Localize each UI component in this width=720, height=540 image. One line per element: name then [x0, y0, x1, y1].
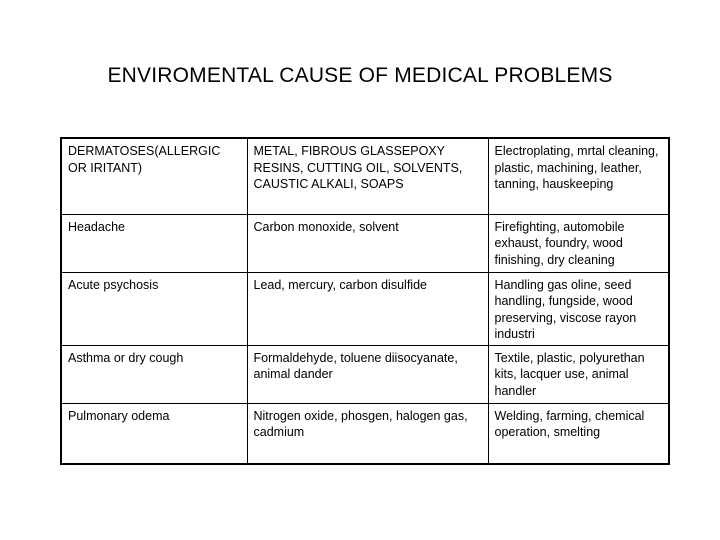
cause-cell: Formaldehyde, toluene diisocyanate, animal dander — [247, 345, 488, 403]
cause-cell: Carbon monoxide, solvent — [247, 214, 488, 272]
problem-cell: Headache — [61, 214, 247, 272]
setting-cell: Firefighting, automobile exhaust, foundry, wood finishing, dry cleaning — [488, 214, 669, 272]
cause-cell: METAL, FIBROUS GLASSEPOXY RESINS, CUTTING OIL, SOLVENTS, CAUSTIC ALKALI, SOAPS — [247, 138, 488, 214]
problem-cell: Pulmonary odema — [61, 403, 247, 464]
table-row — [61, 214, 669, 272]
table-row — [61, 345, 669, 403]
cause-cell: Nitrogen oxide, phosgen, halogen gas, cadmium — [247, 403, 488, 464]
problem-cell: Acute psychosis — [61, 272, 247, 345]
setting-cell: Handling gas oline, seed handling, fungside, wood preserving, viscose rayon industri — [488, 272, 669, 345]
cause-cell: Lead, mercury, carbon disulfide — [247, 272, 488, 345]
page-title: ENVIROMENTAL CAUSE OF MEDICAL PROBLEMS — [107, 64, 613, 87]
problem-cell: Asthma or dry cough — [61, 345, 247, 403]
problem-cell: DERMATOSES(ALLERGIC OR IRITANT) — [61, 138, 247, 214]
setting-cell: Welding, farming, chemical operation, smelting — [488, 403, 669, 464]
setting-cell: Electroplating, mrtal cleaning, plastic, machining, leather, tanning, hauskeeping — [488, 138, 669, 214]
setting-cell: Textile, plastic, polyurethan kits, lacquer use, animal handler — [488, 345, 669, 403]
table-row — [61, 272, 669, 345]
table-row — [61, 403, 669, 464]
causes-table — [60, 137, 670, 465]
table-row — [61, 138, 669, 214]
